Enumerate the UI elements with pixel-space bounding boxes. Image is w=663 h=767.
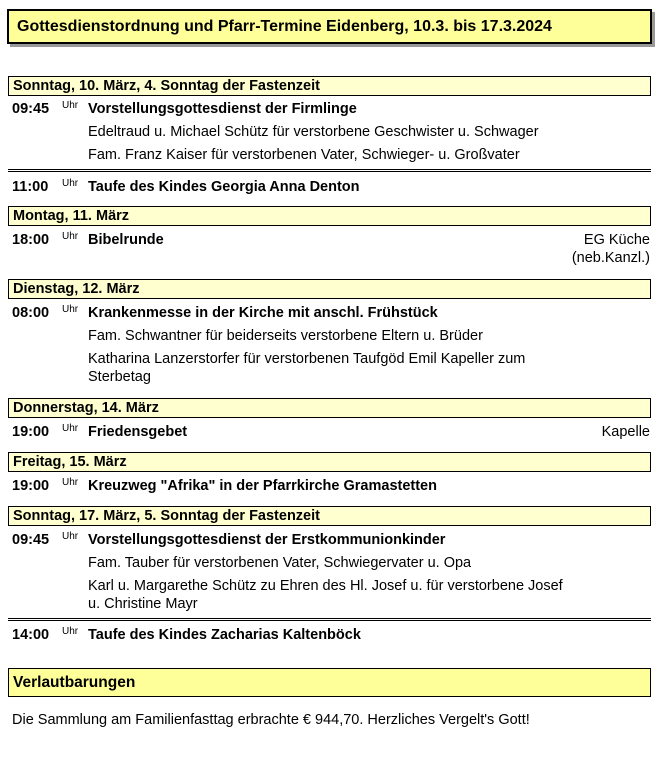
divider <box>8 169 651 172</box>
event-intention: Sterbetag <box>88 369 151 385</box>
event-title: Vorstellungsgottesdienst der Firmlinge <box>88 101 357 117</box>
event-intention: u. Christine Mayr <box>88 596 198 612</box>
event-title: Krankenmesse in der Kirche mit anschl. Frühstück <box>88 305 438 321</box>
event-title: Kreuzweg "Afrika" in der Pfarrkirche Gramastetten <box>88 478 437 494</box>
uhr-label: Uhr <box>62 100 79 111</box>
event-time: 09:45 <box>12 101 50 117</box>
event-time: 19:00 <box>12 478 50 494</box>
event-intention: Katharina Lanzerstorfer für verstorbenen Taufgöd Emil Kapeller zum <box>88 351 526 367</box>
page-title: Gottesdienstordnung und Pfarr-Termine Eidenberg, 10.3. bis 17.3.2024 <box>7 9 652 44</box>
event-location: EG Küche <box>583 232 650 248</box>
uhr-label: Uhr <box>62 531 79 542</box>
uhr-label: Uhr <box>62 477 79 488</box>
event-title: Friedensgebet <box>88 424 188 440</box>
event-intention: Fam. Tauber für verstorbenen Vater, Schwiegervater u. Opa <box>88 555 472 571</box>
uhr-label: Uhr <box>62 231 79 242</box>
day-header-monday-11: Montag, 11. März <box>8 206 651 226</box>
announcement-text: Die Sammlung am Familienfasttag erbrachte € 944,70. Herzliches Vergelt's Gott! <box>12 712 530 728</box>
event-intention: Edeltraud u. Michael Schütz für verstorbene Geschwister u. Schwager <box>88 124 539 140</box>
day-header-sunday-10: Sonntag, 10. März, 4. Sonntag der Fastenzeit <box>8 76 651 96</box>
event-time: 14:00 <box>12 627 50 643</box>
announcements-heading: Verlautbarungen <box>8 668 651 697</box>
event-intention: Fam. Schwantner für beiderseits verstorbene Eltern u. Brüder <box>88 328 483 344</box>
divider <box>8 618 651 621</box>
event-title: Bibelrunde <box>88 232 164 248</box>
uhr-label: Uhr <box>62 178 79 189</box>
day-header-friday-15: Freitag, 15. März <box>8 452 651 472</box>
event-time: 08:00 <box>12 305 50 321</box>
event-intention: Karl u. Margarethe Schütz zu Ehren des Hl. Josef u. für verstorbene Josef <box>88 578 563 594</box>
event-time: 09:45 <box>12 532 50 548</box>
event-title: Vorstellungsgottesdienst der Erstkommunionkinder <box>88 532 446 548</box>
day-header-tuesday-12: Dienstag, 12. März <box>8 279 651 299</box>
day-header-sunday-17: Sonntag, 17. März, 5. Sonntag der Fastenzeit <box>8 506 651 526</box>
event-title: Taufe des Kindes Zacharias Kaltenböck <box>88 627 361 643</box>
event-location: (neb.Kanzl.) <box>571 250 650 266</box>
event-location: Kapelle <box>601 424 650 440</box>
event-time: 11:00 <box>12 179 49 195</box>
event-intention: Fam. Franz Kaiser für verstorbenen Vater, Schwieger- u. Großvater <box>88 147 520 163</box>
uhr-label: Uhr <box>62 423 79 434</box>
event-time: 18:00 <box>12 232 50 248</box>
event-title: Taufe des Kindes Georgia Anna Denton <box>88 179 360 195</box>
uhr-label: Uhr <box>62 626 79 637</box>
uhr-label: Uhr <box>62 304 79 315</box>
event-time: 19:00 <box>12 424 50 440</box>
day-header-thursday-14: Donnerstag, 14. März <box>8 398 651 418</box>
